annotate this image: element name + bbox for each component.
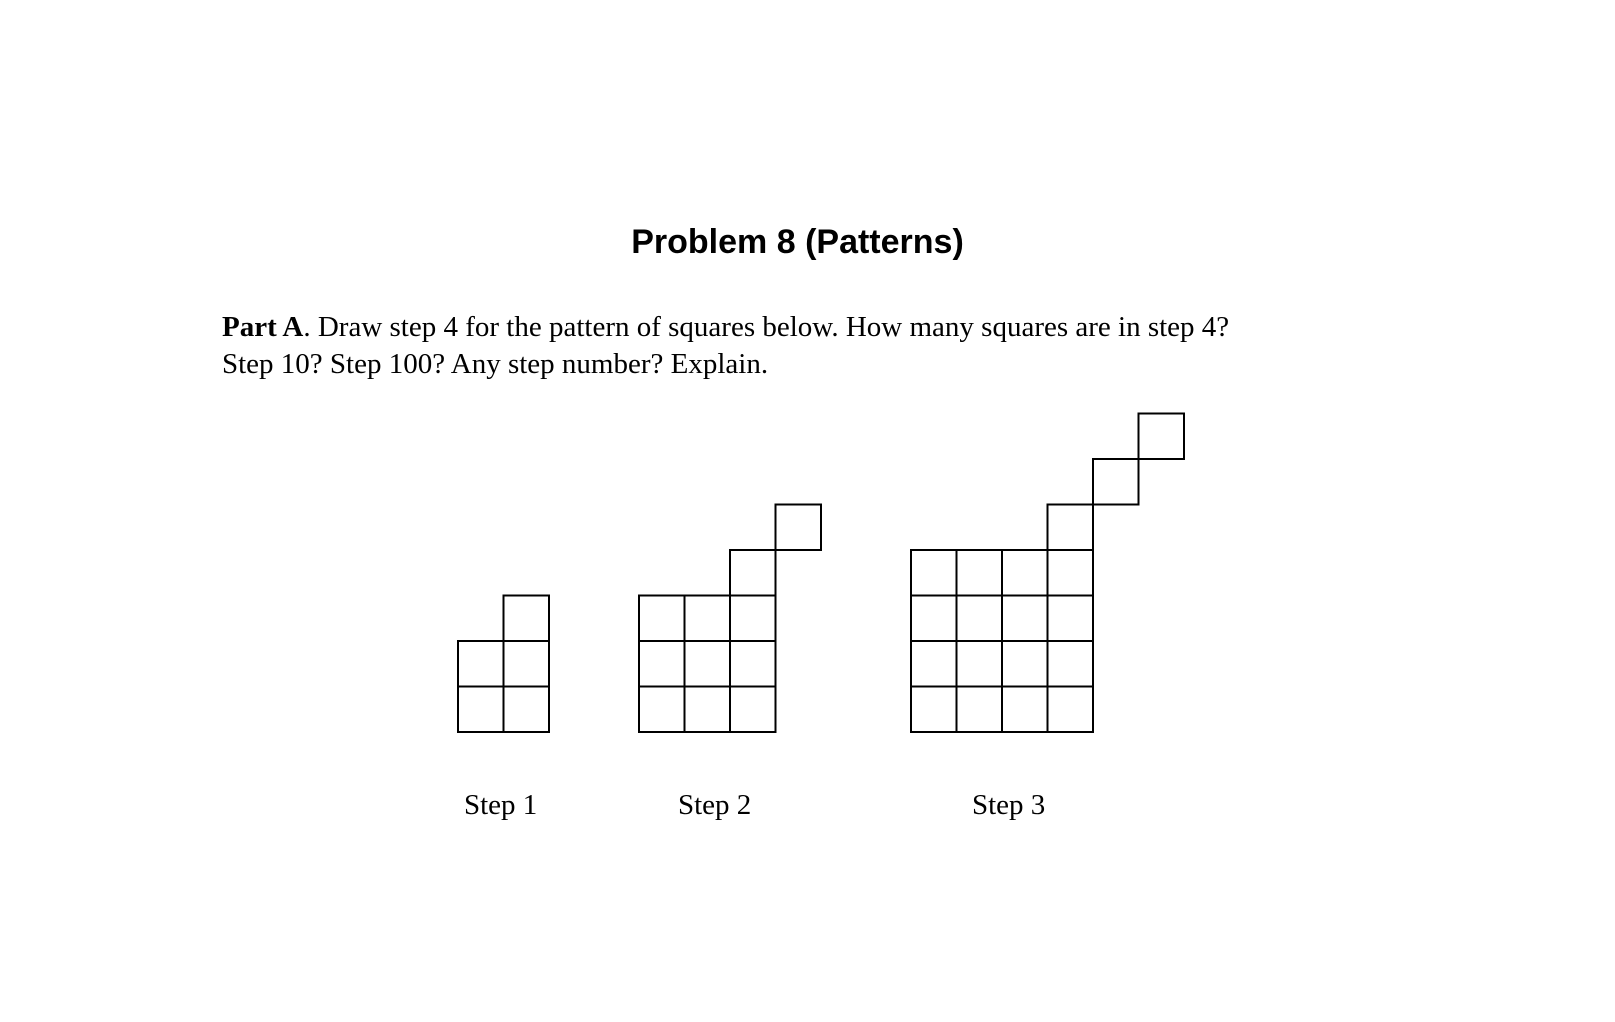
- pattern-square: [1048, 505, 1094, 551]
- pattern-square: [776, 505, 822, 551]
- pattern-square: [911, 641, 957, 687]
- pattern-square: [504, 687, 550, 733]
- pattern-square: [1139, 414, 1185, 460]
- pattern-square: [957, 641, 1003, 687]
- pattern-square: [730, 687, 776, 733]
- pattern-square: [1002, 596, 1048, 642]
- pattern-square: [639, 687, 685, 733]
- pattern-square: [957, 596, 1003, 642]
- pattern-square: [911, 596, 957, 642]
- pattern-square: [685, 596, 731, 642]
- question-line-2: Step 10? Step 100? Any step number? Explain.: [222, 348, 769, 380]
- pattern-square: [1048, 687, 1094, 733]
- pattern-square: [730, 596, 776, 642]
- pattern-square: [1093, 459, 1139, 505]
- step-1-label: Step 1: [464, 789, 538, 821]
- problem-title: Problem 8 (Patterns): [631, 223, 964, 261]
- pattern-square: [685, 687, 731, 733]
- pattern-square: [1002, 687, 1048, 733]
- pattern-square: [957, 687, 1003, 733]
- pattern-square: [1048, 641, 1094, 687]
- pattern-square: [458, 687, 504, 733]
- pattern-square: [504, 596, 550, 642]
- step-3-label: Step 3: [972, 789, 1046, 821]
- pattern-square: [1048, 550, 1094, 596]
- pattern-square: [730, 550, 776, 596]
- pattern-square: [504, 641, 550, 687]
- pattern-square: [1048, 596, 1094, 642]
- pattern-square: [730, 641, 776, 687]
- pattern-square: [639, 596, 685, 642]
- pattern-square: [911, 550, 957, 596]
- pattern-square: [1002, 641, 1048, 687]
- step-2-grid: [639, 505, 821, 733]
- pattern-square: [685, 641, 731, 687]
- pattern-square: [458, 641, 504, 687]
- step-2-label: Step 2: [678, 789, 752, 821]
- pattern-square: [639, 641, 685, 687]
- pattern-square: [957, 550, 1003, 596]
- part-label: Part A: [222, 311, 304, 343]
- pattern-square: [911, 687, 957, 733]
- question-line-1: . Draw step 4 for the pattern of squares below. How many squares are in step 4?: [303, 311, 1230, 343]
- step-1-grid: [458, 596, 549, 733]
- pattern-square: [1002, 550, 1048, 596]
- step-3-grid: [911, 414, 1184, 733]
